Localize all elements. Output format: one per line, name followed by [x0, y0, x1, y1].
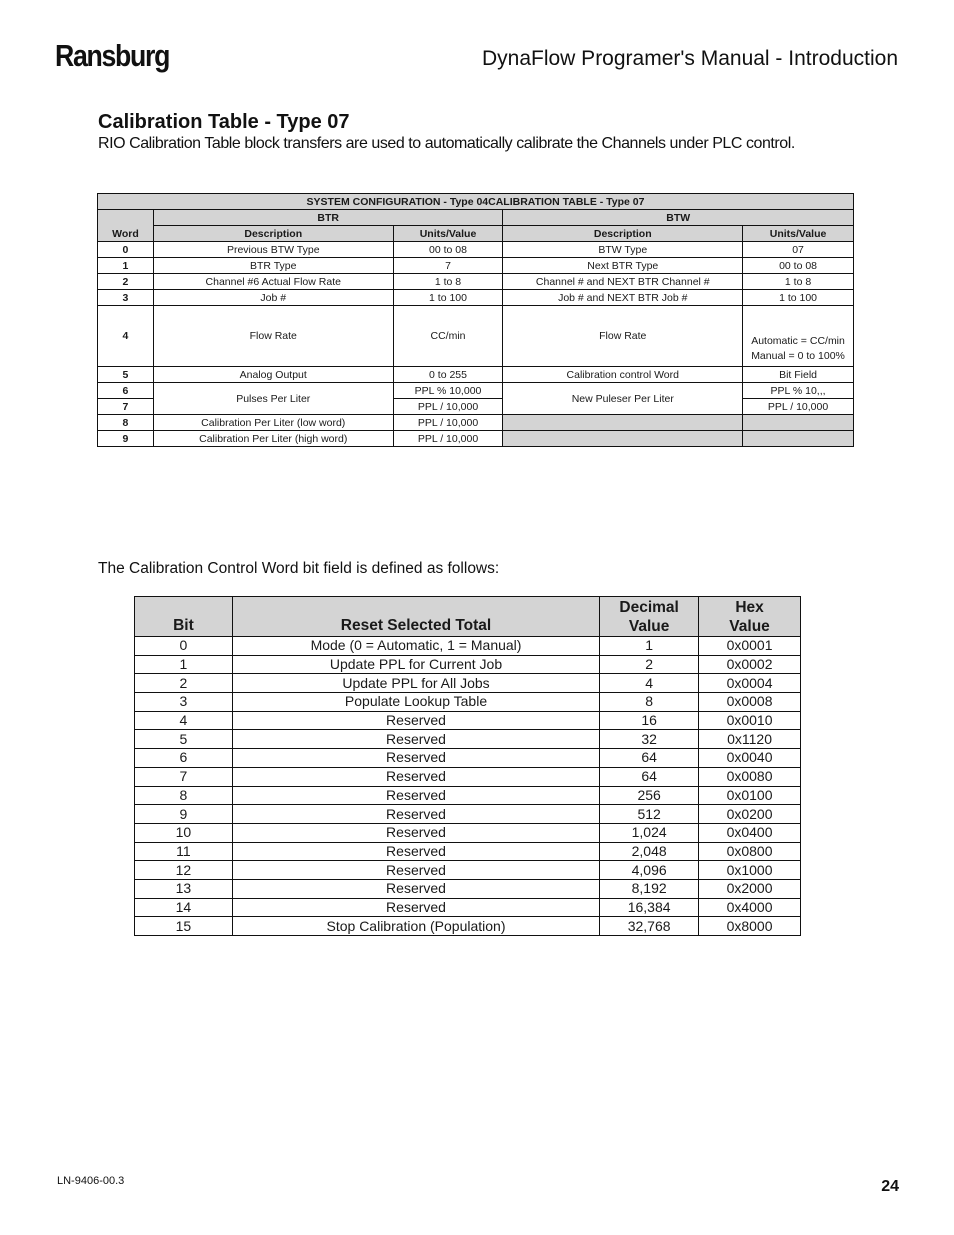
table-row	[135, 674, 801, 693]
decimal-value-cell: 8	[600, 693, 699, 712]
decimal-value-header	[600, 597, 699, 637]
hex-value-header	[699, 597, 801, 637]
decimal-header-line1: Decimal	[619, 598, 679, 616]
word-cell: 0	[98, 242, 154, 258]
decimal-value-cell: 32,768	[600, 917, 699, 936]
table-row	[135, 823, 801, 842]
decimal-value-cell: 256	[600, 786, 699, 805]
table-row	[98, 306, 854, 367]
bit-header: Bit	[135, 597, 233, 637]
btr-description-cell: Calibration Per Liter (low word)	[153, 415, 393, 431]
btr-units-cell: 1 to 8	[393, 274, 503, 290]
table-row	[135, 637, 801, 656]
table-row	[98, 290, 854, 306]
word-cell: 5	[98, 367, 154, 383]
table-row	[135, 767, 801, 786]
reset-description-cell: Reserved	[232, 805, 599, 824]
btr-units-cell: 7	[393, 258, 503, 274]
btr-units-cell: PPL / 10,000	[393, 399, 503, 415]
hex-value-cell: 0x2000	[699, 879, 801, 898]
btw-description-cell: Job # and NEXT BTR Job #	[503, 290, 743, 306]
table-group-row	[98, 210, 854, 226]
reset-description-cell: Update PPL for All Jobs	[232, 674, 599, 693]
bit-cell: 11	[135, 842, 233, 861]
reset-description-cell: Reserved	[232, 842, 599, 861]
btr-units-header: Units/Value	[393, 226, 503, 242]
btw-units-cell: 00 to 08	[743, 258, 854, 274]
manual-units-line: Manual = 0 to 100%	[751, 350, 845, 362]
table-row	[135, 879, 801, 898]
calibration-bit-table	[134, 596, 801, 936]
decimal-value-cell: 512	[600, 805, 699, 824]
decimal-value-cell: 1,024	[600, 823, 699, 842]
table-row	[135, 749, 801, 768]
btw-description-header: Description	[503, 226, 743, 242]
bit-cell: 3	[135, 693, 233, 712]
hex-header-line1: Hex	[735, 598, 764, 616]
decimal-value-cell: 2	[600, 655, 699, 674]
reset-description-cell: Reserved	[232, 786, 599, 805]
bit-cell: 7	[135, 767, 233, 786]
decimal-value-cell: 2,048	[600, 842, 699, 861]
table-row	[135, 711, 801, 730]
table-row	[98, 431, 854, 447]
btw-description-cell: Calibration control Word	[503, 367, 743, 383]
table-row	[135, 805, 801, 824]
word-cell: 2	[98, 274, 154, 290]
bit-cell: 6	[135, 749, 233, 768]
hex-value-cell: 0x0800	[699, 842, 801, 861]
bit-table-body	[135, 637, 801, 936]
word-cell: 7	[98, 399, 154, 415]
hex-value-cell: 0x0004	[699, 674, 801, 693]
reset-description-cell: Reserved	[232, 730, 599, 749]
btr-description-cell: Analog Output	[153, 367, 393, 383]
reset-description-cell: Reserved	[232, 767, 599, 786]
btw-description-cell: BTW Type	[503, 242, 743, 258]
reset-description-cell: Update PPL for Current Job	[232, 655, 599, 674]
hex-value-cell: 0x0080	[699, 767, 801, 786]
btw-units-cell-empty	[743, 431, 854, 447]
btw-units-cell: PPL % 10,,,	[743, 383, 854, 399]
btw-description-cell: Channel # and NEXT BTR Channel #	[503, 274, 743, 290]
table-row	[98, 367, 854, 383]
reset-selected-total-header: Reset Selected Total	[232, 597, 599, 637]
btr-units-cell: 0 to 255	[393, 367, 503, 383]
btr-units-cell: PPL % 10,000	[393, 383, 503, 399]
btw-units-cell: 1 to 8	[743, 274, 854, 290]
decimal-value-cell: 16	[600, 711, 699, 730]
hex-value-cell: 0x1000	[699, 861, 801, 880]
reset-description-cell: Stop Calibration (Population)	[232, 917, 599, 936]
bit-cell: 8	[135, 786, 233, 805]
reset-description-cell: Reserved	[232, 749, 599, 768]
word-header: Word	[98, 210, 154, 242]
btw-description-cell-empty	[503, 415, 743, 431]
btr-units-cell: 1 to 100	[393, 290, 503, 306]
decimal-value-cell: 4,096	[600, 861, 699, 880]
btw-description-cell-empty	[503, 431, 743, 447]
btr-description-header: Description	[153, 226, 393, 242]
table-row	[135, 917, 801, 936]
document-number: LN-9406-00.3	[57, 1175, 125, 1187]
btw-description-cell: New Puleser Per Liter	[503, 383, 743, 415]
hex-value-cell: 0x0040	[699, 749, 801, 768]
btw-units-header: Units/Value	[743, 226, 854, 242]
brand-logo: Ransburg	[55, 38, 170, 73]
btr-description-cell: Previous BTW Type	[153, 242, 393, 258]
btr-description-cell: Job #	[153, 290, 393, 306]
reset-description-cell: Reserved	[232, 898, 599, 917]
table-row	[98, 274, 854, 290]
hex-value-cell: 0x4000	[699, 898, 801, 917]
btr-description-cell: Channel #6 Actual Flow Rate	[153, 274, 393, 290]
decimal-value-cell: 64	[600, 767, 699, 786]
btr-description-cell: Calibration Per Liter (high word)	[153, 431, 393, 447]
btw-units-cell: 07	[743, 242, 854, 258]
word-cell: 1	[98, 258, 154, 274]
hex-value-cell: 0x0010	[699, 711, 801, 730]
word-cell: 8	[98, 415, 154, 431]
decimal-value-cell: 64	[600, 749, 699, 768]
hex-header-line2: Value	[729, 617, 770, 635]
decimal-header-line2: Value	[628, 617, 670, 635]
btr-description-cell: Pulses Per Liter	[153, 383, 393, 415]
automatic-units-line: Automatic = CC/min	[751, 335, 845, 347]
reset-description-cell: Populate Lookup Table	[232, 693, 599, 712]
bit-cell: 0	[135, 637, 233, 656]
bit-cell: 2	[135, 674, 233, 693]
table-title: SYSTEM CONFIGURATION - Type 04CALIBRATION TABLE - Type 07	[98, 194, 854, 210]
decimal-value-cell: 1	[600, 637, 699, 656]
section-title: Calibration Table - Type 07	[98, 111, 350, 133]
decimal-value-cell: 4	[600, 674, 699, 693]
system-configuration-table	[97, 193, 854, 447]
bit-cell: 13	[135, 879, 233, 898]
word-cell: 3	[98, 290, 154, 306]
table-row	[135, 730, 801, 749]
bit-cell: 10	[135, 823, 233, 842]
word-cell: 4	[98, 306, 154, 367]
reset-description-cell: Reserved	[232, 711, 599, 730]
btw-units-cell	[743, 306, 854, 367]
decimal-value-cell: 8,192	[600, 879, 699, 898]
table-row	[98, 415, 854, 431]
hex-value-cell: 0x1120	[699, 730, 801, 749]
table-row	[98, 383, 854, 399]
btw-header: BTW	[503, 210, 854, 226]
table-row	[135, 842, 801, 861]
btr-units-cell: PPL / 10,000	[393, 431, 503, 447]
bit-cell: 1	[135, 655, 233, 674]
btw-description-cell: Next BTR Type	[503, 258, 743, 274]
word-cell: 6	[98, 383, 154, 399]
table-row	[135, 655, 801, 674]
table-row	[135, 861, 801, 880]
reset-description-cell: Reserved	[232, 879, 599, 898]
table-title-row	[98, 194, 854, 210]
btr-description-cell: Flow Rate	[153, 306, 393, 367]
page-header-title: DynaFlow Programer's Manual - Introduction	[481, 47, 898, 70]
bit-cell: 5	[135, 730, 233, 749]
reset-description-cell: Mode (0 = Automatic, 1 = Manual)	[232, 637, 599, 656]
bit-cell: 12	[135, 861, 233, 880]
btr-units-cell: 00 to 08	[393, 242, 503, 258]
section-intro: RIO Calibration Table block transfers are used to automatically calibrate the Channels under PLC control.	[98, 135, 795, 152]
btr-units-cell: CC/min	[393, 306, 503, 367]
table-row	[135, 898, 801, 917]
decimal-value-cell: 32	[600, 730, 699, 749]
reset-description-cell: Reserved	[232, 823, 599, 842]
hex-value-cell: 0x0002	[699, 655, 801, 674]
table-row	[135, 786, 801, 805]
table-row	[98, 242, 854, 258]
hex-value-cell: 0x0200	[699, 805, 801, 824]
hex-value-cell: 0x0008	[699, 693, 801, 712]
table-column-header-row	[98, 226, 854, 242]
btw-description-cell: Flow Rate	[503, 306, 743, 367]
table-row	[98, 258, 854, 274]
hex-value-cell: 0x0001	[699, 637, 801, 656]
bit-cell: 15	[135, 917, 233, 936]
reset-description-cell: Reserved	[232, 861, 599, 880]
btw-units-cell: Bit Field	[743, 367, 854, 383]
page-number: 24	[881, 1178, 899, 1195]
btr-units-cell: PPL / 10,000	[393, 415, 503, 431]
hex-value-cell: 0x8000	[699, 917, 801, 936]
btw-units-cell-empty	[743, 415, 854, 431]
decimal-value-cell: 16,384	[600, 898, 699, 917]
btw-units-cell: 1 to 100	[743, 290, 854, 306]
btr-header: BTR	[153, 210, 503, 226]
word-cell: 9	[98, 431, 154, 447]
btw-units-cell: PPL / 10,000	[743, 399, 854, 415]
hex-value-cell: 0x0400	[699, 823, 801, 842]
hex-value-cell: 0x0100	[699, 786, 801, 805]
bit-cell: 9	[135, 805, 233, 824]
btr-description-cell: BTR Type	[153, 258, 393, 274]
table-row	[135, 693, 801, 712]
bit-cell: 14	[135, 898, 233, 917]
bit-field-caption: The Calibration Control Word bit field is defined as follows:	[98, 560, 500, 577]
bit-table-header-row	[135, 597, 801, 637]
bit-cell: 4	[135, 711, 233, 730]
